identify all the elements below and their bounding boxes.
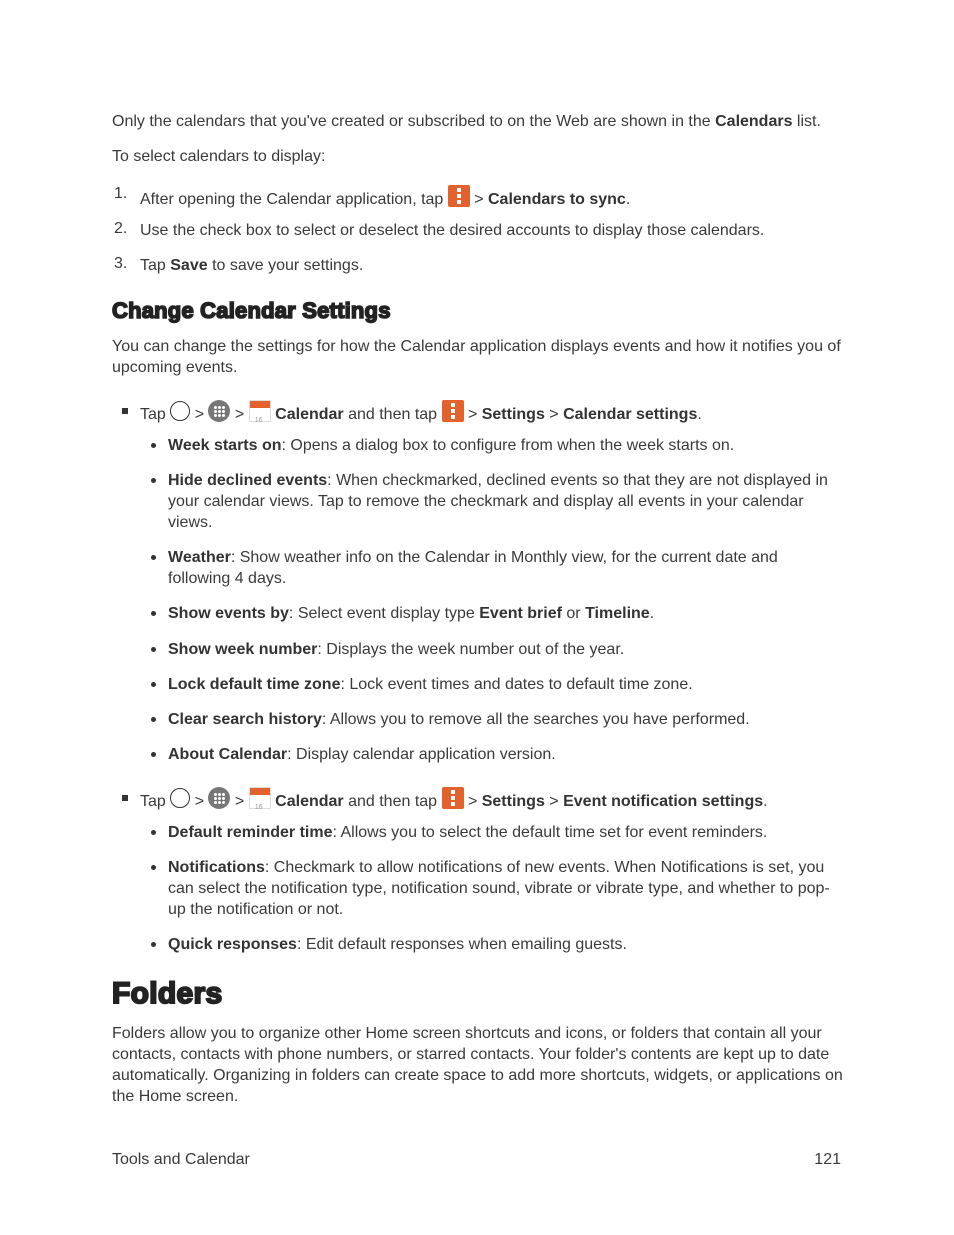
dot-bullet xyxy=(151,830,156,835)
dot-bullet xyxy=(151,752,156,757)
intro-instruction: To select calendars to display: xyxy=(112,148,326,165)
list-item: Hide declined events: When checkmarked, declined events so that they are not displayed in your calendar views. Tap to remove the checkmark and display all events in your calendar views. xyxy=(168,472,828,531)
bullet-instruction: Tap > > 16 Calendar and then tap > Settings > Calendar settings. xyxy=(140,400,840,425)
dot-bullet xyxy=(151,478,156,483)
list-item: Default reminder time: Allows you to select the default time set for event reminders. xyxy=(168,824,768,841)
bullet-instruction: Tap > > 16 Calendar and then tap > Settings > Event notification settings. xyxy=(140,787,840,812)
square-bullet xyxy=(122,408,128,414)
footer-chapter-title: Tools and Calendar xyxy=(112,1151,250,1168)
list-item: Lock default time zone: Lock event times and dates to default time zone. xyxy=(168,676,693,693)
calendar-icon: 16 xyxy=(249,787,271,809)
apps-icon xyxy=(208,787,230,809)
menu-icon xyxy=(442,787,464,809)
dot-bullet xyxy=(151,443,156,448)
list-item: Quick responses: Edit default responses when emailing guests. xyxy=(168,936,627,953)
list-item: Show week number: Displays the week number out of the year. xyxy=(168,641,625,658)
page-number: 121 xyxy=(814,1151,841,1168)
menu-icon xyxy=(448,185,470,207)
home-icon xyxy=(170,788,190,808)
list-item: Clear search history: Allows you to remove all the searches you have performed. xyxy=(168,711,750,728)
apps-icon xyxy=(208,400,230,422)
list-item: Week starts on: Opens a dialog box to configure from when the week starts on. xyxy=(168,437,735,454)
step-number: 3. xyxy=(114,255,128,272)
list-item: Show events by: Select event display type Event brief or Timeline. xyxy=(168,605,655,622)
dot-bullet xyxy=(151,682,156,687)
home-icon xyxy=(170,401,190,421)
step-text: Tap Save to save your settings. xyxy=(140,257,364,274)
list-item: About Calendar: Display calendar application version. xyxy=(168,746,556,763)
dot-bullet xyxy=(151,865,156,870)
intro-paragraph: Only the calendars that you've created or subscribed to on the Web are shown in the Calendars list. xyxy=(112,113,821,130)
step-text: Use the check box to select or deselect the desired accounts to display those calendars. xyxy=(140,222,765,239)
section-heading-change-calendar-settings: Change Calendar Settings xyxy=(112,298,391,323)
dot-bullet xyxy=(151,555,156,560)
square-bullet xyxy=(122,795,128,801)
list-item: Notifications: Checkmark to allow notifications of new events. When Notifications is set, you can select the notification type, notification sound, vibrate or vibrate type, and whether to pop-up the notification or not. xyxy=(168,859,830,918)
step-number: 1. xyxy=(114,185,128,202)
calendar-icon: 16 xyxy=(249,400,271,422)
dot-bullet xyxy=(151,717,156,722)
section-heading-folders: Folders xyxy=(112,977,223,1010)
list-item: Weather: Show weather info on the Calendar in Monthly view, for the current date and following 4 days. xyxy=(168,549,778,587)
step-text: After opening the Calendar application, tap > Calendars to sync. xyxy=(140,185,840,210)
section-intro: You can change the settings for how the Calendar application displays events and how it notifies you of upcoming events. xyxy=(112,338,841,376)
dot-bullet xyxy=(151,611,156,616)
step-number: 2. xyxy=(114,220,128,237)
menu-icon xyxy=(442,400,464,422)
dot-bullet xyxy=(151,942,156,947)
folders-paragraph: Folders allow you to organize other Home screen shortcuts and icons, or folders that contain all your contacts, contacts with phone numbers, or starred contacts. Your folder's contents are kept up to date automatically. Organizing in folders can create space to add more shortcuts, widgets, or applications on the Home screen. xyxy=(112,1025,843,1105)
dot-bullet xyxy=(151,647,156,652)
